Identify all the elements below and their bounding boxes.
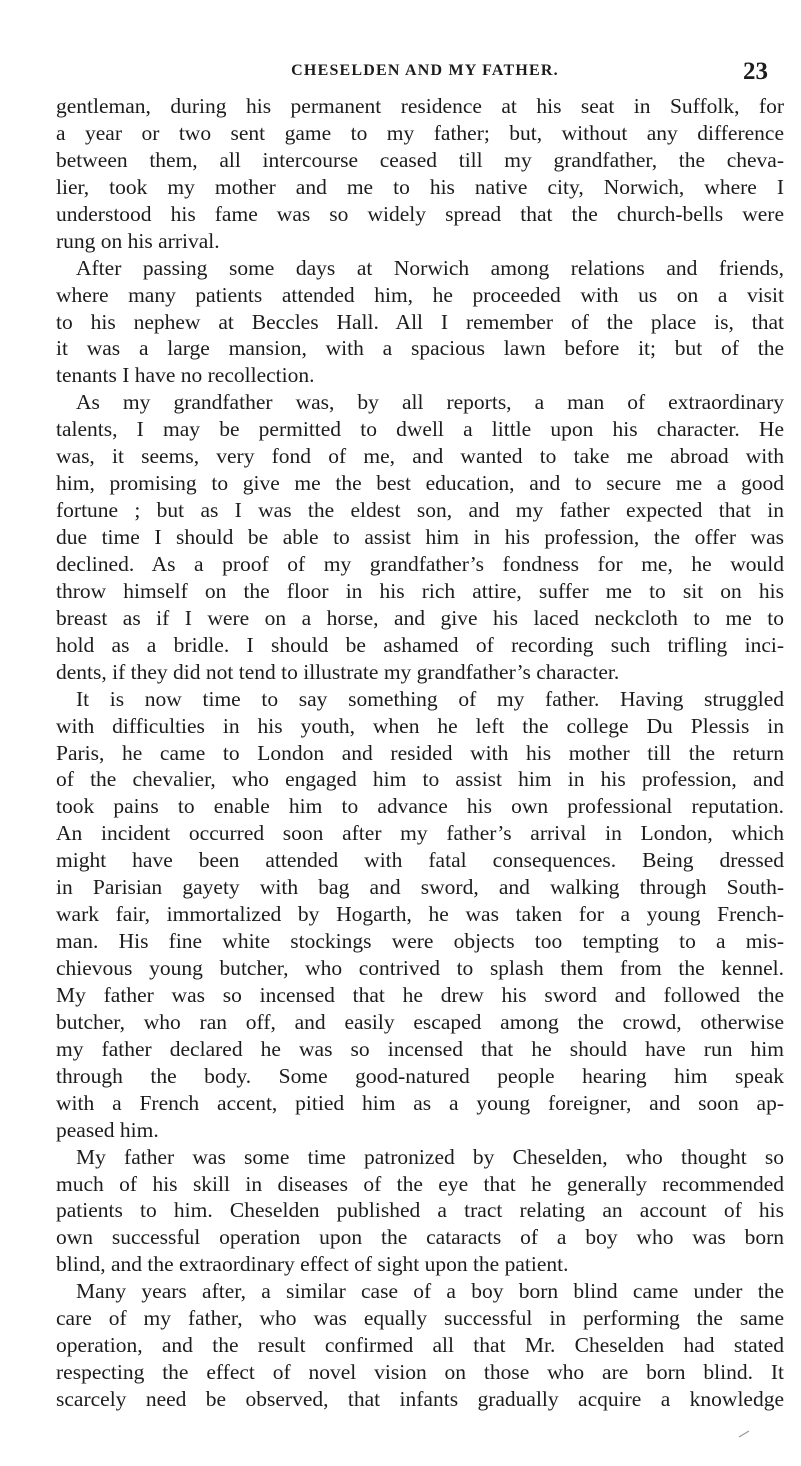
text-line: through the body. Some good-natured people hearing him speak	[56, 1063, 784, 1088]
text-line: tenants I have no recollection.	[56, 363, 315, 388]
text-line: due time I should be able to assist him in his profession, the offer was	[56, 525, 784, 549]
text-line: took pains to enable him to advance his own professional reputation.	[56, 794, 784, 819]
text-line: declined. As a proof of my grandfather’s fondness for me, he would	[56, 551, 784, 576]
smudge-mark-icon	[738, 1430, 750, 1438]
body-text	[56, 93, 784, 1413]
text-line: dents, if they did not tend to illustrate my grandfather’s character.	[56, 659, 620, 684]
page-header	[70, 48, 780, 85]
text-line: it was a large mansion, with a spacious lawn before it; but of the	[56, 336, 784, 361]
text-line: was, it seems, very fond of me, and wanted to take me abroad with	[56, 444, 784, 469]
text-line: chievous young butcher, who contrived to splash them from the kennel.	[56, 956, 784, 980]
text-line: talents, I may be permitted to dwell a little upon his character. He	[56, 417, 784, 442]
text-line: respecting the effect of novel vision on those who are born blind. It	[56, 1360, 784, 1385]
text-line: with difficulties in his youth, when he left the college Du Plessis in	[56, 713, 784, 738]
text-line: My father was so incensed that he drew his sword and followed the	[56, 982, 784, 1007]
text-line: It is now time to say something of my father. Having struggled	[76, 686, 784, 711]
text-line: An incident occurred soon after my father’s arrival in London, which	[56, 821, 784, 846]
text-line: might have been attended with fatal consequences. Being dressed	[56, 848, 784, 873]
text-line: lier, took my mother and me to his native city, Norwich, where I	[56, 174, 784, 199]
running-head: CHESELDEN AND MY FATHER.	[291, 62, 559, 79]
text-line: with a French accent, pitied him as a young foreigner, and soon ap-	[56, 1090, 784, 1115]
text-line: As my grandfather was, by all reports, a man of extraordinary	[76, 390, 784, 415]
text-line: peased him.	[56, 1117, 159, 1142]
text-line: rung on his arrival.	[56, 228, 220, 253]
text-line: where many patients attended him, he proceeded with us on a visit	[56, 282, 784, 307]
text-line: My father was some time patronized by Cheselden, who thought so	[76, 1144, 784, 1169]
text-line: own successful operation upon the cataracts of a boy who was born	[56, 1225, 784, 1250]
text-line: between them, all intercourse ceased till my grandfather, the cheva-	[56, 147, 784, 172]
text-line: gentleman, during his permanent residence at his seat in Suffolk, for	[56, 94, 784, 118]
text-line: my father declared he was so incensed that he should have run him	[56, 1036, 784, 1061]
text-line: hold as a bridle. I should be ashamed of recording such trifling inci-	[56, 632, 784, 657]
text-line: man. His fine white stockings were objects too tempting to a mis-	[56, 929, 784, 954]
text-line: care of my father, who was equally successful in performing the same	[56, 1306, 784, 1331]
text-line: throw himself on the floor in his rich attire, suffer me to sit on his	[56, 578, 784, 603]
text-line: butcher, who ran off, and easily escaped among the crowd, otherwise	[56, 1009, 784, 1034]
text-line: patients to him. Cheselden published a tract relating an account of his	[56, 1198, 784, 1223]
text-line: Paris, he came to London and resided with his mother till the return	[56, 740, 784, 765]
text-line: much of his skill in diseases of the eye that he generally recommended	[56, 1171, 784, 1196]
text-line: a year or two sent game to my father; but, without any difference	[56, 120, 784, 145]
text-line: him, promising to give me the best education, and to secure me a good	[56, 471, 784, 496]
text-line: in Parisian gayety with bag and sword, and walking through South-	[56, 875, 784, 900]
text-line: After passing some days at Norwich among relations and friends,	[76, 255, 784, 280]
page-number: 23	[743, 58, 768, 85]
text-line: understood his fame was so widely spread that the church-bells were	[56, 201, 784, 226]
text-line: blind, and the extraordinary effect of sight upon the patient.	[56, 1252, 569, 1277]
text-line: to his nephew at Beccles Hall. All I remember of the place is, that	[56, 309, 784, 334]
text-line: breast as if I were on a horse, and give his laced neckcloth to me to	[56, 605, 784, 630]
text-line: Many years after, a similar case of a boy born blind came under the	[76, 1279, 784, 1304]
text-line: of the chevalier, who engaged him to assist him in his profession, and	[56, 767, 784, 792]
text-line: operation, and the result confirmed all that Mr. Cheselden had stated	[56, 1333, 784, 1358]
text-line: scarcely need be observed, that infants gradually acquire a knowledge	[56, 1387, 784, 1411]
text-line: wark fair, immortalized by Hogarth, he was taken for a young French-	[56, 902, 784, 927]
text-line: fortune ; but as I was the eldest son, and my father expected that in	[56, 498, 784, 523]
